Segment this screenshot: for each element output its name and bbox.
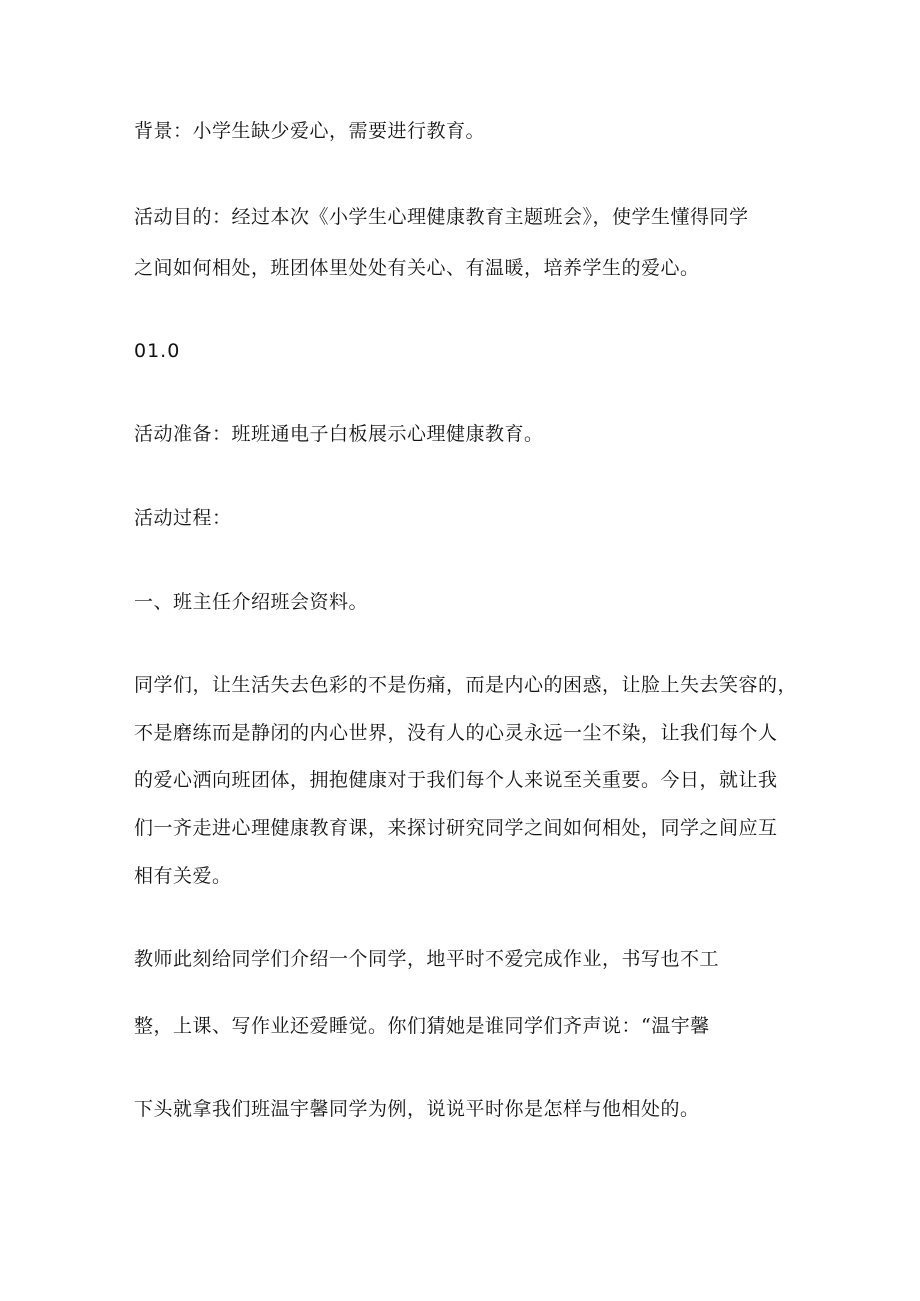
purpose-line-1: 活动目的：经过本次《小学生心理健康教育主题班会》，使学生懂得同学 [134, 206, 749, 228]
preparation-line: 活动准备：班班通电子白板展示心理健康教育。 [134, 423, 544, 445]
paragraph-2-line-2: 整，上课、写作业还爱睡觉。你们猜她是谁同学们齐声说：“温宇馨 [134, 1015, 710, 1037]
section-one-heading: 一、班主任介绍班会资料。 [134, 591, 369, 613]
background-line: 背景：小学生缺少爱心，需要进行教育。 [134, 120, 486, 142]
paragraph-3-line-1: 下头就拿我们班温宇馨同学为例，说说平时你是怎样与他相处的。 [134, 1098, 700, 1120]
paragraph-2-line-1: 教师此刻给同学们介绍一个同学，地平时不爱完成作业，书写也不工 [134, 948, 720, 970]
process-heading: 活动过程： [134, 507, 232, 529]
paragraph-1-line-5: 相有关爱。 [134, 865, 232, 887]
paragraph-1-line-3: 的爱心洒向班团体，拥抱健康对于我们每个人来说至关重要。今日，就让我 [134, 769, 778, 791]
paragraph-1-line-2: 不是磨练而是静闭的内心世界，没有人的心灵永远一尘不染，让我们每个人 [134, 722, 778, 744]
paragraph-1-line-4: 们一齐走进心理健康教育课，来探讨研究同学之间如何相处，同学之间应互 [134, 817, 778, 839]
paragraph-1-line-1: 同学们，让生活失去色彩的不是伤痛，而是内心的困惑，让脸上失去笑容的， [134, 674, 798, 696]
purpose-line-2: 之间如何相处，班团体里处处有关心、有温暖，培养学生的爱心。 [134, 257, 700, 279]
number-label: 01.0 [134, 340, 181, 362]
